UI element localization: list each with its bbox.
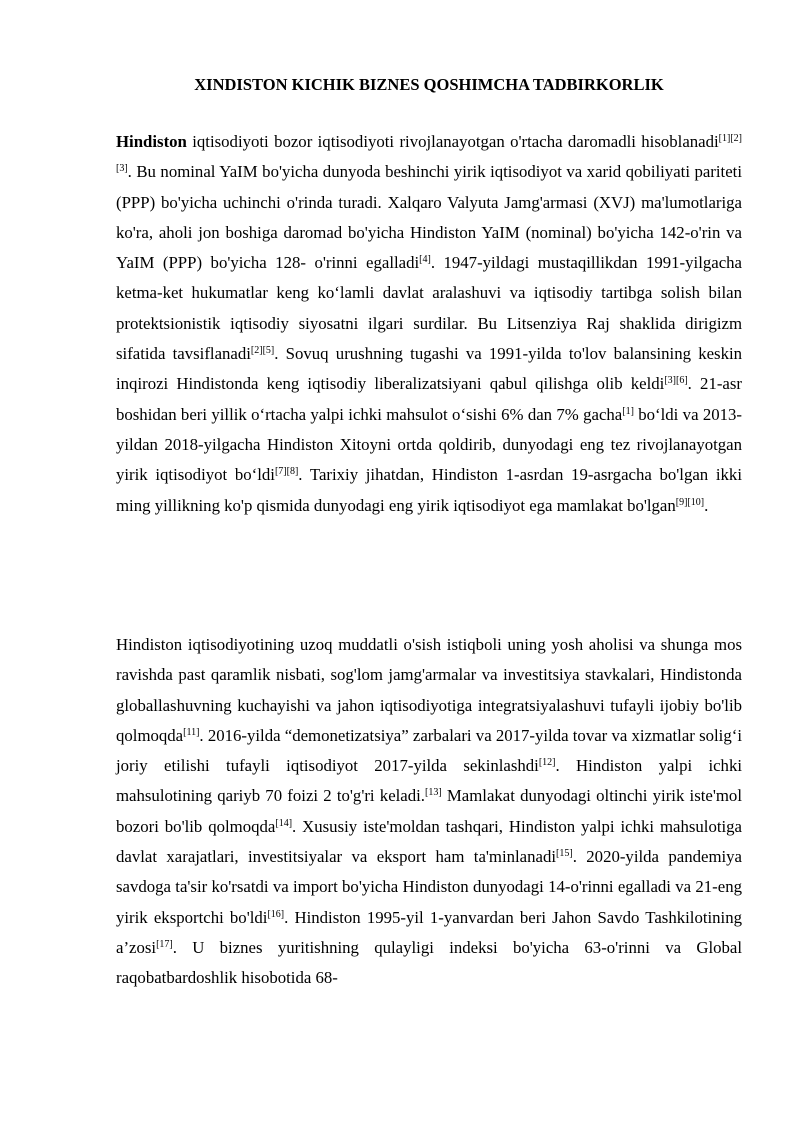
citation-ref: [3][6] (664, 375, 688, 387)
citation-ref: [4] (419, 254, 431, 266)
citation-ref: [2][5] (250, 345, 275, 357)
text-run: . Hindiston 1995-yil 1-yanvardan beri Jahon Savdo Tashkilotining a’zosi (116, 907, 742, 957)
text-run: . Sovuq urushning tugashi va 1991-yilda to'lov balansining keskin inqirozi Hindistonda keng iqtisodiy liberalizatsiyani qabul qilishga olib keldi (116, 344, 743, 394)
text-run: . Tarixiy jihatdan, Hindiston 1-asrdan 19-asrgacha bo'lgan ikki ming yillikning ko'p qismida dunyodagi eng yirik iqtisodiyot ega mamlakat bo'lgan (116, 465, 742, 515)
text-run: . (704, 495, 709, 515)
citation-ref: [9][10] (675, 496, 705, 508)
citation-ref: [15] (556, 848, 573, 860)
text-run: . Hindiston yalpi ichki mahsulotining qariyb 70 foizi 2 to'g'ri keladi. (116, 756, 743, 806)
text-run: . U biznes yuritishning qulayligi indeksi bo'yicha 63-o'rinni va Global raqobatbardoshlik hisobotida 68- (116, 937, 742, 988)
citation-ref: [1][2][3] (116, 133, 742, 175)
text-run: . Xususiy iste'moldan tashqari, Hindiston yalpi ichki mahsulotiga davlat xarajatlari, investitsiyalar va eksport ham ta'minlanadi (116, 816, 742, 867)
paragraph-2 (116, 630, 742, 994)
text-run: iqtisodiyoti bozor iqtisodiyoti rivojlanayotgan o'rtacha daromadli hisoblanadi (186, 132, 719, 151)
paragraph-1 (116, 127, 742, 521)
text-run: Hindiston iqtisodiyotining uzoq muddatli o'sish istiqboli uning yosh aholisi va shunga mos ravishda past qaramlik nisbati, sog'lom jamg'armalar va investitsiya stavkalari, Hindistonda globallashuvning kuchayishi va jahon iqtisodiyotiga integratsiyalashuvi tufayli ijobiy bo'lib qolmoqda (116, 635, 742, 745)
document-title: XINDISTON KICHIK BIZNES QOSHIMCHA TADBIRKORLIK (194, 75, 664, 94)
text-run: . 21-asr boshidan beri yillik o‘rtacha yalpi ichki mahsulot o‘sishi 6% dan 7% gacha (116, 374, 742, 424)
citation-ref: [12] (538, 757, 556, 769)
citation-ref: [11] (183, 726, 200, 738)
citation-ref: [17] (156, 938, 173, 950)
citation-ref: [13] (425, 787, 442, 799)
bold-lead: Hindiston (116, 132, 187, 151)
citation-ref: [14] (275, 817, 293, 829)
text-run: bo‘ldi va 2013-yildan 2018-yilgacha Hindiston Xitoyni ortda qoldirib, dunyodagi eng tez rivojlanayotgan yirik iqtisodiyot bo‘ldi (116, 404, 742, 485)
text-run: Mamlakat dunyodagi oltinchi yirik iste'mol bozori bo'lib qolmoqda (116, 786, 742, 836)
citation-ref: [1] (622, 405, 634, 417)
text-run: . Bu nominal YaIM bo'yicha dunyoda beshinchi yirik iqtisodiyot va xarid qobiliyati pariteti (PPP) bo'yicha uchinchi o'rinda turadi. Xalqaro Valyuta Jamg'armasi (XVJ) ma'lumotlariga ko'ra, aholi jon boshiga daromad bo'yicha Hindiston YaIM (nominal) bo'yicha 142-o'rin va YaIM (PPP) bo'yicha 128- o'rinni egalladi (116, 162, 742, 273)
text-run: . 2020-yilda pandemiya savdoga ta'sir ko'rsatdi va import bo'yicha Hindiston dunyodagi 14-o'rinni egalladi va 21-eng yirik eksportchi bo'ldi (116, 847, 742, 927)
text-run: . 2016-yilda “demonetizatsiya” zarbalari va 2017-yilda tovar va xizmatlar solig‘i joriy etilishi tufayli iqtisodiyot 2017-yilda sekinlashdi (116, 725, 742, 776)
citation-ref: [7][8] (274, 466, 299, 478)
citation-ref: [16] (267, 908, 285, 920)
text-run: . 1947-yildagi mustaqillikdan 1991-yilgacha ketma-ket hukumatlar keng ko‘lamli davlat aralashuvi va iqtisodiy tartibga solish bilan protektsionistik iqtisodiy siyosatni ilgari surdilar. Bu Litsenziya Raj shaklida dirigizm sifatida tavsiflanadi (116, 253, 742, 364)
